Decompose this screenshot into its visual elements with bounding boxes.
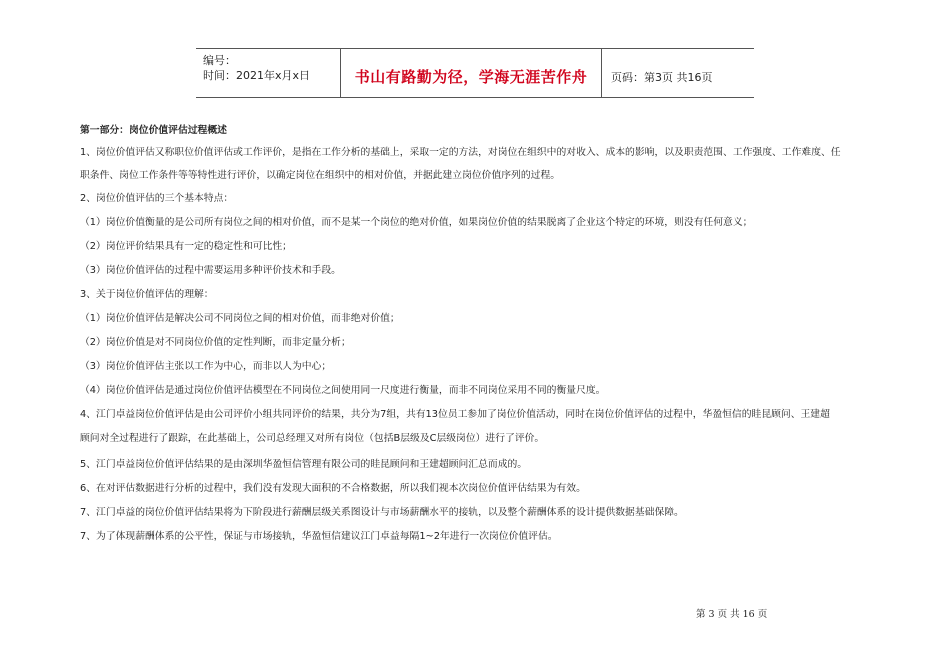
paragraph-line: 6、在对评估数据进行分析的过程中，我们没有发现大面积的不合格数据，所以我们视本次岗位价值评估结果为有效。 xyxy=(80,483,586,494)
header-motto-cell xyxy=(340,49,602,97)
paragraph-line: （2）岗位评价结果具有一定的稳定性和可比性； xyxy=(80,241,292,252)
header-meta-cell xyxy=(196,49,340,97)
paragraph-line: （3）岗位价值评估的过程中需要运用多种评价技术和手段。 xyxy=(80,265,341,276)
paragraph-line: 1、岗位价值评估又称职位价值评估或工作评价，是指在工作分析的基础上，采取一定的方法，对岗位在组织中的对收入、成本的影响，以及职责范围、工作强度、工作难度、任 xyxy=(80,147,841,158)
motto-text: 书山有路勤为径，学海无涯苦作舟 xyxy=(354,68,588,86)
page-header xyxy=(196,48,754,98)
paragraph-line: 4、江门卓益岗位价值评估是由公司评价小组共同评价的结果，共分为7组，共有13位员工参加了岗位价值活动，同时在岗位价值评估的过程中，华盈恒信的眭昆顾问、王建超 xyxy=(80,409,830,420)
time-label: 时间：2021年x月x日 xyxy=(203,69,311,82)
paragraph-line: 5、江门卓益岗位价值评估结果的是由深圳华盈恒信管理有限公司的眭昆顾问和王建超顾问汇总而成的。 xyxy=(80,459,528,470)
paragraph-line: 2、岗位价值评估的三个基本特点： xyxy=(80,193,234,204)
paragraph-line: （1）岗位价值衡量的是公司所有岗位之间的相对价值，而不是某一个岗位的绝对价值，如果岗位价值的结果脱离了企业这个特定的环境，则没有任何意义； xyxy=(80,217,753,228)
paragraph-line: （4）岗位价值评估是通过岗位价值评估模型在不同岗位之间使用同一尺度进行衡量，而非不同岗位采用不同的衡量尺度。 xyxy=(80,385,606,396)
paragraph-line: 顾问对全过程进行了跟踪，在此基础上，公司总经理又对所有岗位（包括B层级及C层级岗位）进行了评价。 xyxy=(80,433,545,444)
paragraph-line: （1）岗位价值评估是解决公司不同岗位之间的相对价值，而非绝对价值； xyxy=(80,313,400,324)
paragraph-line: 职条件、岗位工作条件等等特性进行评价，以确定岗位在组织中的相对价值，并据此建立岗位价值序列的过程。 xyxy=(80,170,561,181)
paragraph-line: （3）岗位价值评估主张以工作为中心，而非以人为中心； xyxy=(80,361,332,372)
paragraph-line: （2）岗位价值是对不同岗位价值的定性判断，而非定量分析； xyxy=(80,337,351,348)
header-page-cell xyxy=(601,49,754,97)
paragraph-line: 7、江门卓益的岗位价值评估结果将为下阶段进行薪酬层级关系图设计与市场薪酬水平的接轨，以及整个薪酬体系的设计提供数据基础保障。 xyxy=(80,507,684,518)
page-footer: 第 3 页 共 16 页 xyxy=(696,609,768,620)
number-label: 编号： xyxy=(203,54,236,67)
paragraph-line: 3、关于岗位价值评估的理解： xyxy=(80,289,214,300)
section-title: 第一部分：岗位价值评估过程概述 xyxy=(80,125,227,136)
page-code: 页码：第3页 共16页 xyxy=(611,71,713,84)
paragraph-line: 7、为了体现薪酬体系的公平性，保证与市场接轨，华盈恒信建议江门卓益每隔1~2年进行一次岗位价值评估。 xyxy=(80,531,558,542)
